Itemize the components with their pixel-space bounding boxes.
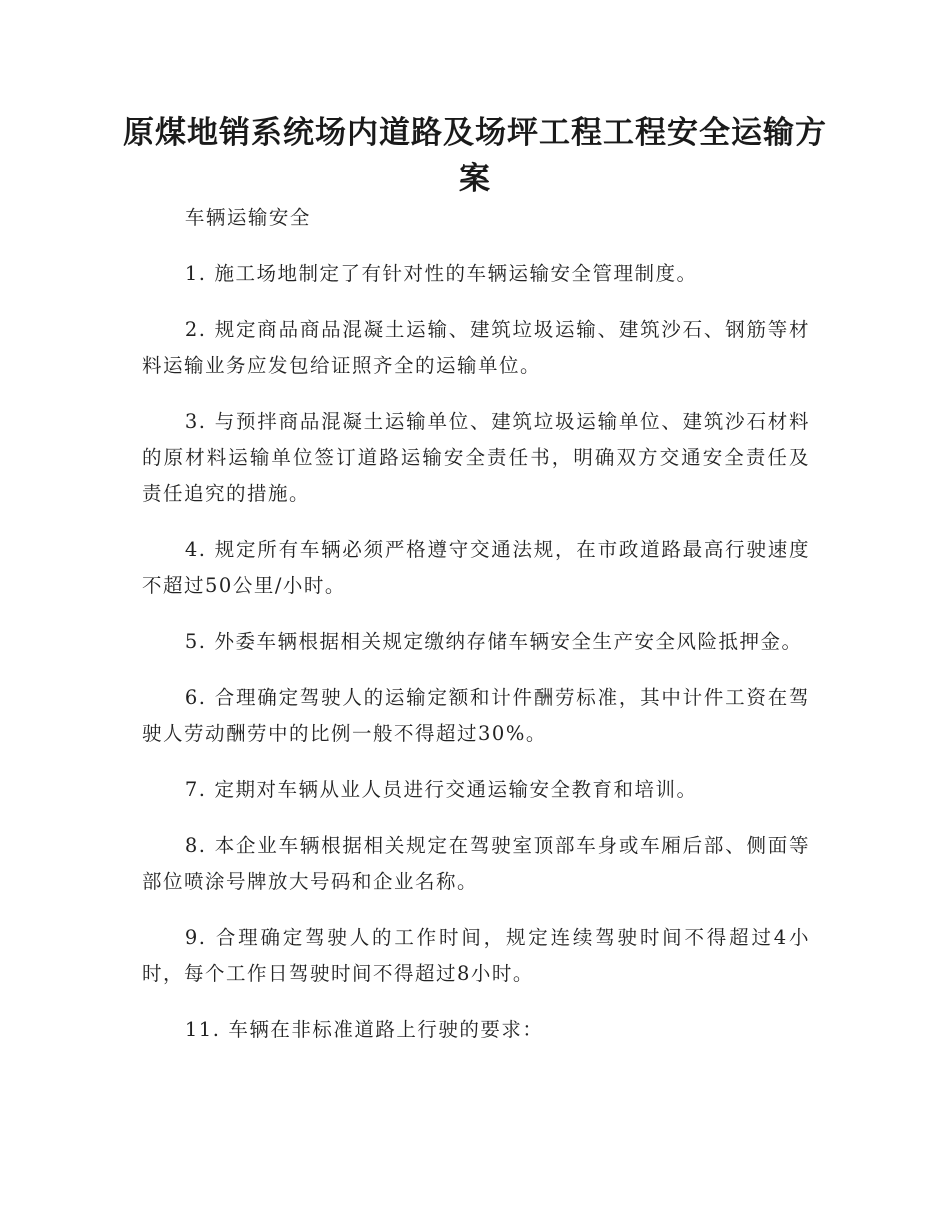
list-item bbox=[142, 256, 810, 292]
list-item bbox=[142, 1012, 810, 1048]
item-number: 5. bbox=[184, 630, 207, 653]
item-text: 合理确定驾驶人的运输定额和计件酬劳标准，其中计件工资在驾驶人劳动酬劳中的比例一般不得超过30%。 bbox=[142, 686, 810, 745]
item-text: 合理确定驾驶人的工作时间，规定连续驾驶时间不得超过4小时，每个工作日驾驶时间不得超过8小时。 bbox=[142, 926, 810, 985]
item-number: 2. bbox=[184, 318, 207, 341]
list-item bbox=[142, 828, 810, 900]
item-number: 6. bbox=[184, 686, 207, 709]
item-number: 1. bbox=[184, 262, 207, 285]
item-number: 9. bbox=[184, 926, 207, 949]
item-text: 外委车辆根据相关规定缴纳存储车辆安全生产安全风险抵押金。 bbox=[214, 630, 803, 653]
list-item bbox=[142, 532, 810, 604]
item-text: 定期对车辆从业人员进行交通运输安全教育和培训。 bbox=[214, 778, 698, 801]
document-body bbox=[142, 200, 810, 1068]
item-text: 车辆在非标准道路上行驶的要求： bbox=[228, 1018, 544, 1041]
list-item bbox=[142, 624, 810, 660]
item-text: 本企业车辆根据相关规定在驾驶室顶部车身或车厢后部、侧面等部位喷涂号牌放大号码和企业名称。 bbox=[142, 834, 810, 893]
item-number: 3. bbox=[184, 410, 207, 433]
item-number: 8. bbox=[184, 834, 207, 857]
item-text: 施工场地制定了有针对性的车辆运输安全管理制度。 bbox=[214, 262, 698, 285]
item-text: 与预拌商品混凝土运输单位、建筑垃圾运输单位、建筑沙石材料的原材料运输单位签订道路运输安全责任书，明确双方交通安全责任及责任追究的措施。 bbox=[142, 410, 810, 505]
list-item bbox=[142, 920, 810, 992]
item-text: 规定商品商品混凝土运输、建筑垃圾运输、建筑沙石、钢筋等材料运输业务应发包给证照齐全的运输单位。 bbox=[142, 318, 810, 377]
item-number: 4. bbox=[184, 538, 207, 561]
list-item bbox=[142, 312, 810, 384]
list-item bbox=[142, 404, 810, 512]
item-number: 11. bbox=[184, 1018, 221, 1041]
item-number: 7. bbox=[184, 778, 207, 801]
document-title: 原煤地销系统场内道路及场坪工程工程安全运输方案 bbox=[123, 115, 827, 197]
list-item bbox=[142, 772, 810, 808]
item-text: 规定所有车辆必须严格遵守交通法规，在市政道路最高行驶速度不超过50公里/小时。 bbox=[142, 538, 810, 597]
list-item bbox=[142, 680, 810, 752]
section-heading: 车辆运输安全 bbox=[184, 206, 311, 229]
